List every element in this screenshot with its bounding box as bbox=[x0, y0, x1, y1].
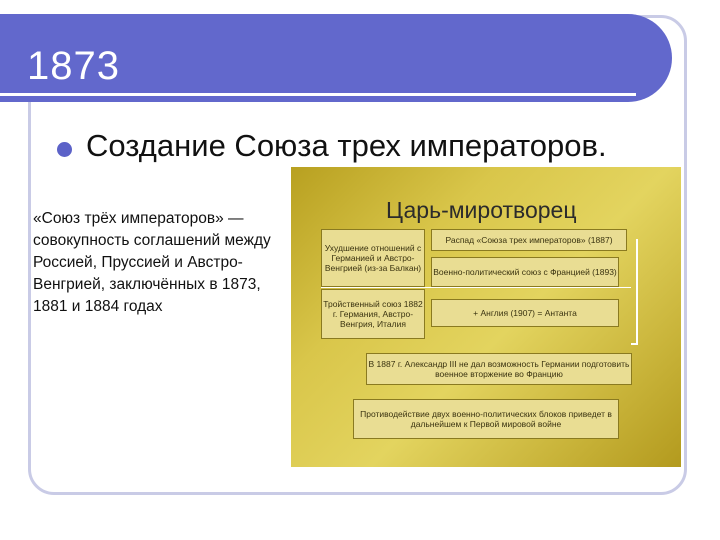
connector-line bbox=[636, 239, 638, 343]
title-underline bbox=[0, 93, 636, 96]
bullet-text: Создание Союза трех императоров. bbox=[86, 128, 607, 163]
box-triple: Тройственный союз 1882 г. Германия, Австро-Венгрия, Италия bbox=[321, 289, 425, 339]
bullet-icon bbox=[57, 142, 72, 157]
box-alexander: В 1887 г. Александр III не дал возможность Германии подготовить военное вторжение во Францию bbox=[366, 353, 632, 385]
scheme-title: Царь-миротворец bbox=[386, 197, 577, 223]
divider-line bbox=[321, 287, 631, 288]
scheme-image bbox=[291, 167, 681, 467]
connector-arrow bbox=[631, 343, 638, 345]
box-opposition: Противодействие двух военно-политических блоков приведет в дальнейшем к Первой мировой войне bbox=[353, 399, 619, 439]
box-military: Военно-политический союз с Францией (1893) bbox=[431, 257, 619, 287]
definition-text: «Союз трёх императоров» — совокупность соглашений между Россией, Пруссией и Австро-Венгрией, заключённых в 1873, 1881 и 1884 годах bbox=[33, 210, 271, 315]
box-worsening: Ухудшение отношений с Германией и Австро-Венгрией (из-за Балкан) bbox=[321, 229, 425, 287]
box-entente: + Англия (1907) = Антанта bbox=[431, 299, 619, 327]
box-collapse: Распад «Союза трех императоров» (1887) bbox=[431, 229, 627, 251]
slide-title: 1873 bbox=[27, 44, 120, 88]
title-bar bbox=[0, 14, 672, 102]
